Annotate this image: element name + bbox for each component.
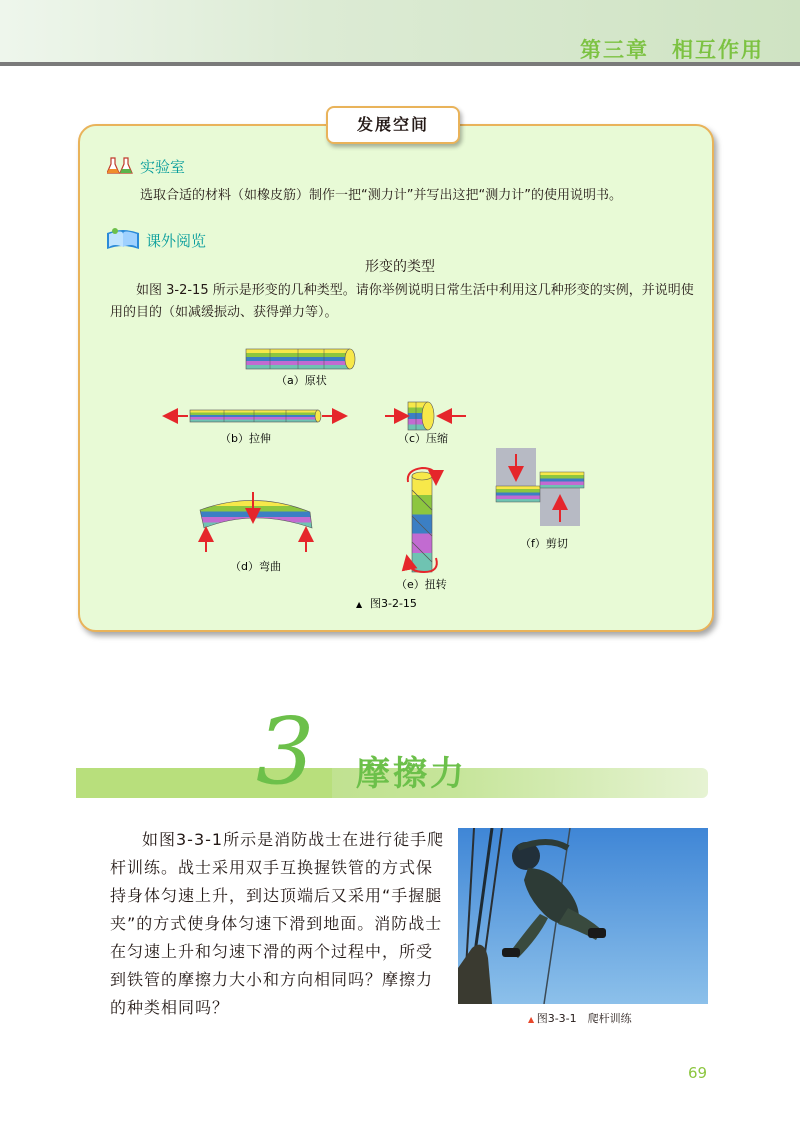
cylinder-bent <box>200 492 312 552</box>
triangle-marker: ▲ <box>528 1015 537 1024</box>
climbing-training-photo <box>458 828 708 1004</box>
caption-e: （e）扭转 <box>396 578 447 591</box>
caption-f: （f）剪切 <box>520 537 568 550</box>
reading-subtitle: 形变的类型 <box>365 259 435 275</box>
block-shear <box>496 448 584 526</box>
lab-title: 实验室 <box>140 158 186 176</box>
deformation-figure <box>150 340 630 620</box>
reading-paragraph: 如图 3-2-15 所示是形变的几种类型。请你举例说明日常生活中利用这几种形变的实例，并说明使用的目的（如减缓振动、获得弹力等）。 <box>110 283 694 320</box>
cylinder-original <box>246 349 355 369</box>
triangle-marker: ▲ <box>356 600 363 609</box>
figure-label: 图3-2-15 <box>370 597 417 610</box>
caption-b: （b）拉伸 <box>220 432 271 445</box>
reading-title: 课外阅览 <box>146 232 207 250</box>
flask-icon <box>107 156 133 176</box>
photo-caption <box>528 1010 632 1026</box>
lab-text: 选取合适的材料（如橡皮筋）制作一把“测力计”并写出这把“测力计”的使用说明书。 <box>140 188 622 203</box>
section-number: 3 <box>256 698 315 805</box>
caption-c: （c）压缩 <box>398 432 449 445</box>
section-title: 摩擦力 <box>356 754 467 794</box>
section-body: 如图3-3-1所示是消防战士在进行徒手爬杆训练。战士采用双手互换握铁管的方式保持身体匀速上升，到达顶端后又采用“手握腿夹”的方式使身体匀速下滑到地面。消防战士在匀速上升和匀速下滑的两个过程中，所受到铁管的摩擦力大小和方向相同吗？摩擦力的种类相同吗？ <box>110 830 445 1017</box>
chapter-title: 第三章 相互作用 <box>580 38 764 62</box>
box-tag: 发展空间 <box>326 106 460 144</box>
cylinder-compressed <box>385 402 466 430</box>
page-number: 69 <box>688 1064 708 1082</box>
caption-d: （d）弯曲 <box>230 560 281 573</box>
caption-a: （a）原状 <box>276 374 327 387</box>
book-icon <box>105 225 141 253</box>
cylinder-twisted <box>408 468 437 572</box>
cylinder-stretched <box>170 410 340 422</box>
photo-caption-text: 图3-3-1 爬杆训练 <box>536 1012 632 1025</box>
